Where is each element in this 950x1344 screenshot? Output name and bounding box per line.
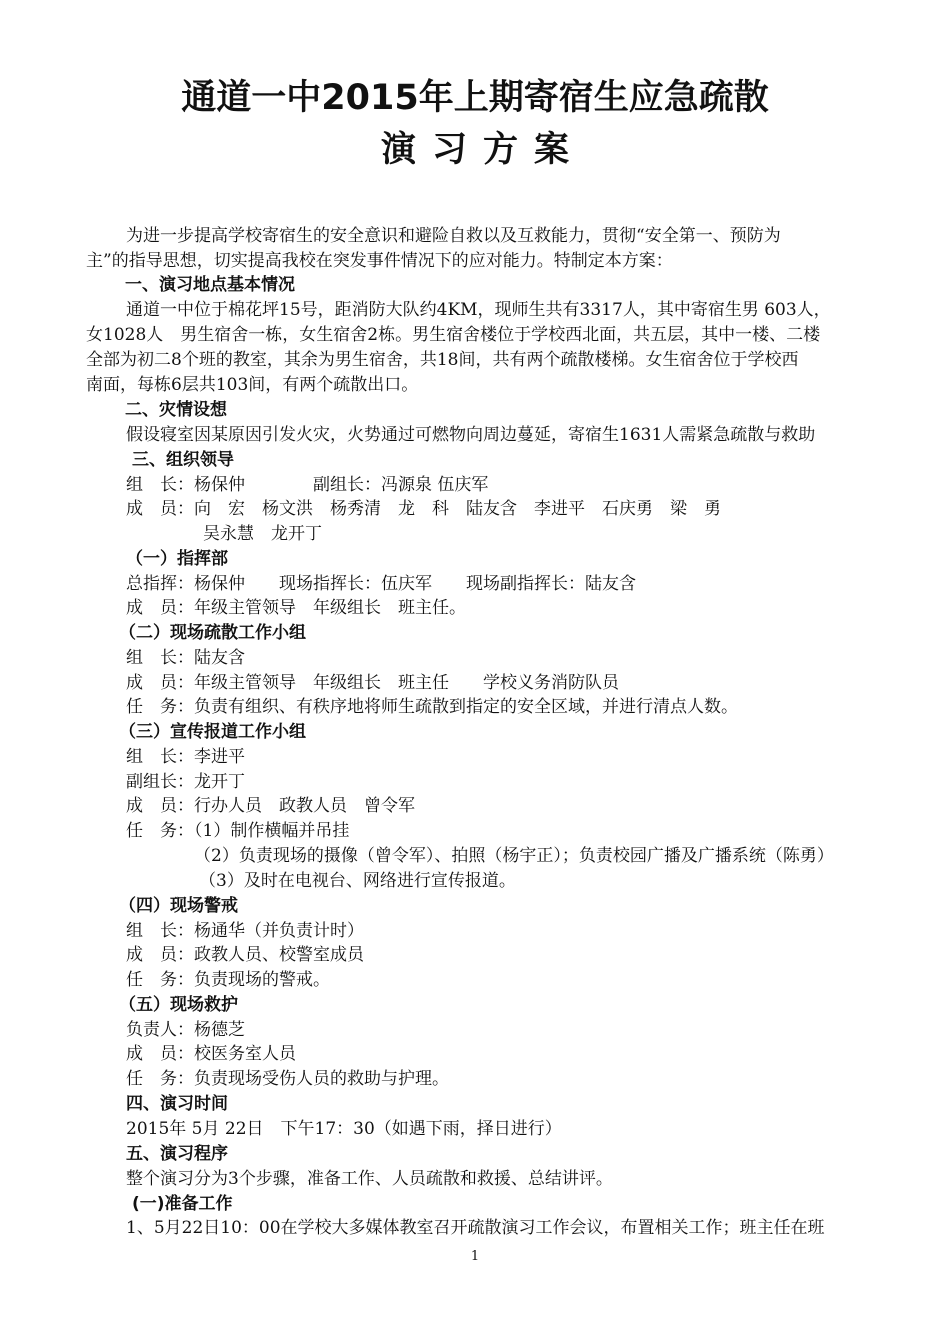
list-item: 成 员：校医务室人员 — [126, 1044, 296, 1064]
list-item: 组 长：陆友含 — [126, 648, 245, 668]
list-item: 组 长：李进平 — [126, 747, 245, 767]
list-item: 吴永慧 龙开丁 — [203, 524, 322, 544]
paragraph-line: 通道一中位于棉花坪15号，距消防大队约4KM，现师生共有3317人，其中寄宿生男 603人， — [126, 300, 831, 320]
subsection-heading-preparation: (一)准备工作 — [132, 1194, 233, 1214]
subsection-heading-rescue: （五）现场救护 — [119, 995, 238, 1015]
list-item: 成 员：行办人员 政教人员 曾令军 — [126, 796, 415, 816]
list-item: 任 务：负责现场的警戒。 — [126, 970, 330, 990]
section-heading-procedure: 五、演习程序 — [126, 1144, 228, 1164]
list-item: 副组长：龙开丁 — [126, 772, 245, 792]
paragraph-line: 假设寝室因某原因引发火灾，火势通过可燃物向周边蔓延，寄宿生1631人需紧急疏散与救助 — [126, 425, 816, 445]
section-heading-scenario: 二、灾情设想 — [125, 400, 227, 420]
paragraph-line: 南面，每栋6层共103间，有两个疏散出口。 — [86, 375, 419, 395]
paragraph-line: 整个演习分为3个步骤，准备工作、人员疏散和救援、总结讲评。 — [126, 1169, 613, 1189]
section-heading-location: 一、演习地点基本情况 — [125, 275, 295, 295]
subsection-heading-publicity: （三）宣传报道工作小组 — [119, 722, 306, 742]
list-item: 任 务：负责现场受伤人员的救助与护理。 — [126, 1069, 449, 1089]
intro-line-2: 主”的指导思想，切实提高我校在突发事件情况下的应对能力。特制定本方案： — [86, 251, 673, 271]
intro-line-1: 为进一步提高学校寄宿生的安全意识和避险自救以及互救能力，贯彻“安全第一、预防为 — [126, 226, 781, 246]
list-item: 成 员：向 宏 杨文洪 杨秀清 龙 科 陆友含 李进平 石庆勇 梁 勇 — [126, 499, 721, 519]
list-item: 总指挥：杨保仲 现场指挥长：伍庆军 现场副指挥长：陆友含 — [126, 574, 636, 594]
list-item: 成 员：年级主管领导 年级组长 班主任。 — [126, 598, 466, 618]
subsection-heading-security: （四）现场警戒 — [119, 896, 238, 916]
list-item: 成 员：年级主管领导 年级组长 班主任 学校义务消防队员 — [126, 673, 619, 693]
list-item: 成 员：政教人员、校警室成员 — [126, 945, 364, 965]
list-item: 负责人：杨德芝 — [126, 1020, 245, 1040]
paragraph-line: 全部为初二8个班的教室，其余为男生宿舍，共18间，共有两个疏散楼梯。女生宿舍位于学校西 — [86, 350, 799, 370]
list-item: 组 长：杨保仲 副组长：冯源泉 伍庆军 — [126, 475, 489, 495]
list-item: 任 务：（1）制作横幅并吊挂 — [126, 821, 350, 841]
list-item: 组 长：杨通华（并负责计时） — [126, 921, 364, 941]
subsection-heading-evacuation: （二）现场疏散工作小组 — [119, 623, 306, 643]
list-item: （2）负责现场的摄像（曾令军）、拍照（杨宇正）；负责校园广播及广播系统（陈勇） — [194, 846, 834, 866]
list-item: 任 务：负责有组织、有秩序地将师生疏散到指定的安全区域，并进行清点人数。 — [126, 697, 738, 717]
section-heading-leadership: 三、组织领导 — [132, 450, 234, 470]
list-item: （3）及时在电视台、网络进行宣传报道。 — [199, 871, 516, 891]
subsection-heading-command: （一）指挥部 — [126, 549, 228, 569]
paragraph-line: 2015年 5月 22日 下午17：30（如遇下雨，择日进行） — [126, 1119, 562, 1139]
page-number: 1 — [470, 1249, 480, 1264]
paragraph-line: 1、5月22日10：00在学校大多媒体教室召开疏散演习工作会议，布置相关工作；班主任在班 — [126, 1218, 825, 1238]
paragraph-line: 女1028人 男生宿舍一栋，女生宿舍2栋。男生宿舍楼位于学校西北面，共五层，其中一楼、二楼 — [86, 325, 821, 345]
document-subtitle: 演习方案 — [380, 130, 585, 170]
section-heading-time: 四、演习时间 — [126, 1094, 228, 1114]
document-title: 通道一中2015年上期寄宿生应急疏散 — [181, 78, 769, 118]
